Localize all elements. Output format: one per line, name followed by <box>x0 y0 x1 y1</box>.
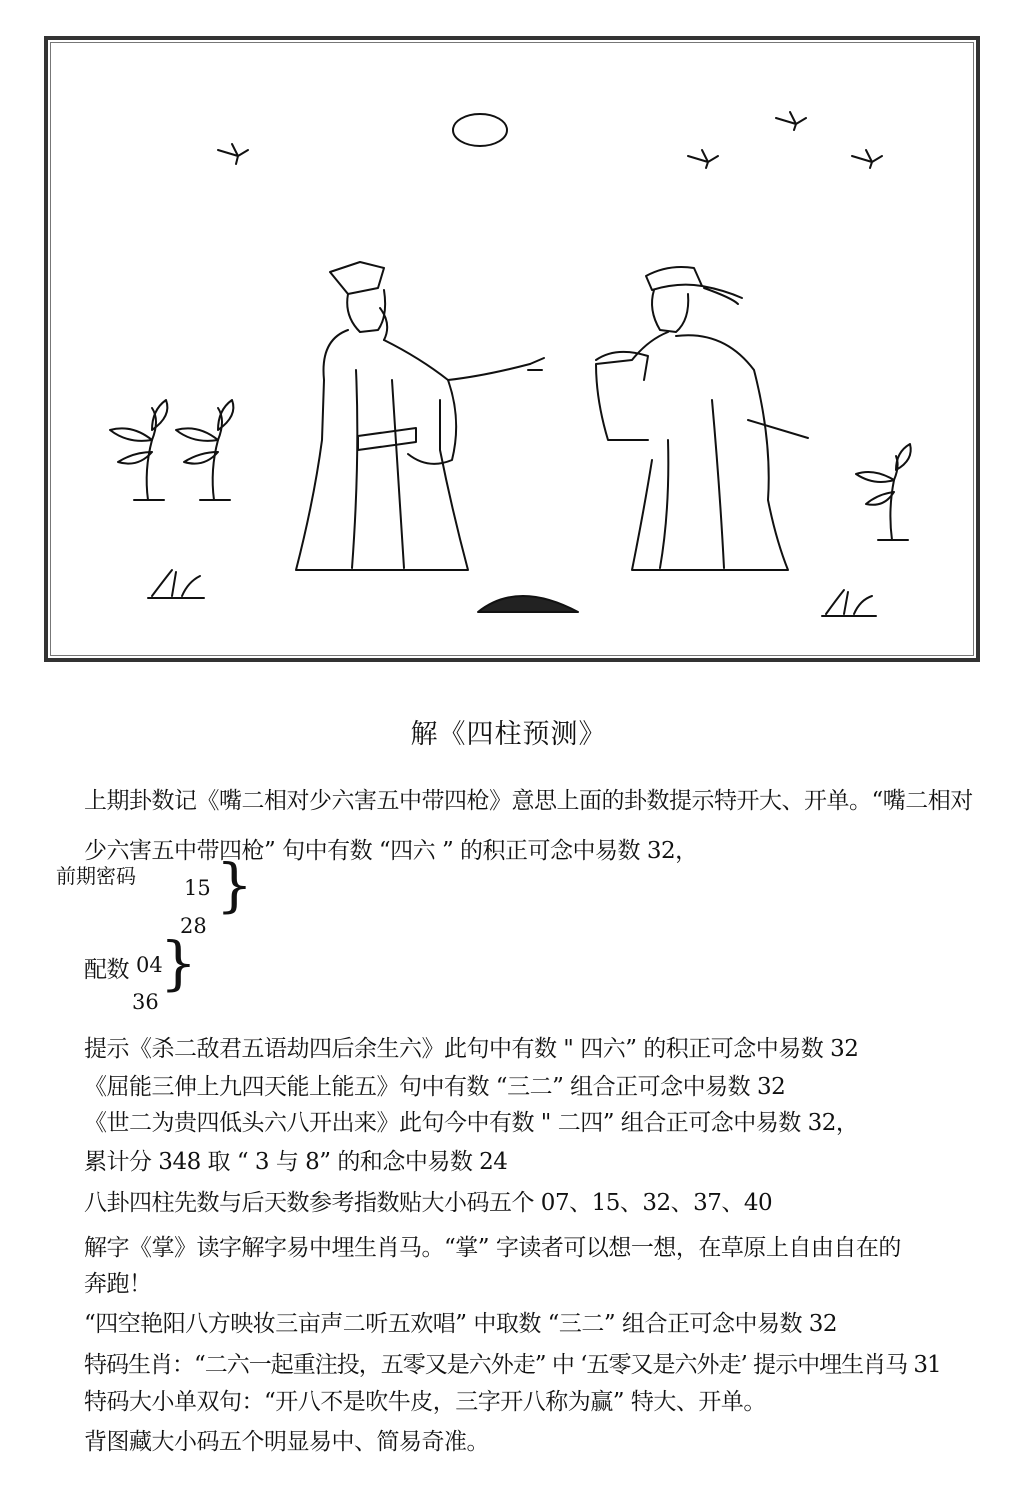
text-line: “四空艳阳八方映妆三亩声二听五欢唱” 中取数 “三二” 组合正可念中易数 32 <box>84 1311 838 1337</box>
official-figure <box>596 267 808 570</box>
text-line: 八卦四柱先数与后天数参考指数贴大小码五个 07、15、32、37、40 <box>84 1190 773 1216</box>
grass-tuft <box>822 590 876 616</box>
text-line: 《屈能三伸上九四天能上能五》句中有数 “三二” 组合正可念中易数 32 <box>84 1074 786 1100</box>
plant-left-1 <box>110 400 167 500</box>
illustration <box>48 40 976 658</box>
grass-tuft <box>148 570 204 598</box>
paragraph-line: 上期卦数记《嘴二相对少六害五中带四枪》意思上面的卦数提示特开大、开单。“嘴二相对 <box>84 788 973 814</box>
brace: } <box>216 851 253 919</box>
plant-left-2 <box>176 400 233 500</box>
text-line: 特码生肖：“二六一起重注投，五零又是六外走” 中 ‘五零又是六外走’ 提示中埋生肖马 31 <box>84 1352 941 1378</box>
text-line: 提示《杀二敌君五语劫四后余生六》此句中有数 " 四六” 的积正可念中易数 32 <box>84 1036 859 1062</box>
pairing-label: 配数 <box>84 957 129 983</box>
text-line: 累计分 348 取 “ 3 与 8” 的和念中易数 24 <box>84 1149 508 1175</box>
text-line: 《世二为贵四低头六八开出来》此句今中有数 " 二四” 组合正可念中易数 32， <box>84 1110 859 1136</box>
section-title: 解《四柱预测》 <box>410 719 607 750</box>
bird <box>776 112 806 130</box>
text-line: 奔跑！ <box>84 1271 152 1297</box>
moon <box>453 114 507 146</box>
bird <box>218 144 248 164</box>
plant-right <box>856 444 911 540</box>
paragraph-line: 少六害五中带四枪” 句中有数 “四六 ” 的积正可念中易数 32， <box>84 838 698 864</box>
bird <box>852 150 882 168</box>
pairing-value: 04 <box>136 953 163 977</box>
pairing-value: 36 <box>132 990 159 1014</box>
text-line: 解字《掌》读字解字易中埋生肖马。“掌” 字读者可以想一想，在草原上自由自在的 <box>84 1235 901 1261</box>
text-line: 特码大小单双句：“开八不是吹牛皮，三字开八称为赢” 特大、开单。 <box>84 1389 766 1415</box>
previous-code-value: 15 <box>184 876 211 900</box>
previous-code-value: 28 <box>180 914 207 938</box>
brace: } <box>160 929 197 997</box>
illustration-frame <box>44 36 980 662</box>
previous-code-label: 前期密码 <box>56 864 136 888</box>
text-line: 背图藏大小码五个明显易中、简易奇准。 <box>84 1429 489 1455</box>
mound <box>478 596 578 612</box>
scholar-figure <box>296 262 544 570</box>
bird <box>688 150 718 168</box>
